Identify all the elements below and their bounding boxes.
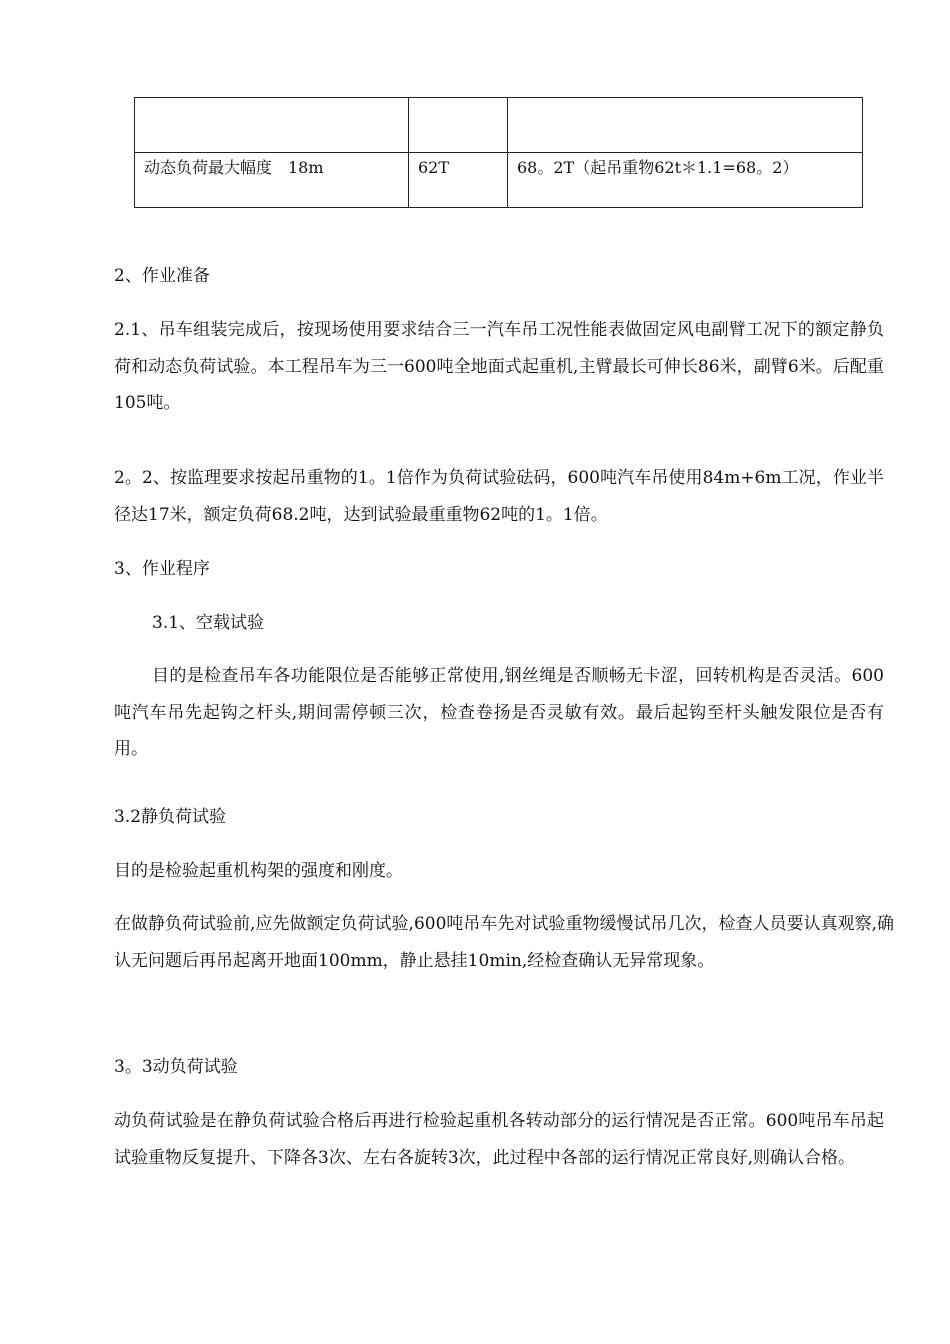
paragraph-3-1: 目的是检查吊车各功能限位是否能够正常使用,钢丝绳是否顺畅无卡涩，回转机构是否灵活。600吨汽车吊先起钩之杆头,期间需停顿三次，检查卷扬是否灵敏有效。最后起钩至杆头触发限位是否有用。 (114, 666, 884, 759)
table-cell (508, 98, 863, 153)
paragraph-2-2: 2。2、按监理要求按起吊重物的1。1倍作为负荷试验砝码，600吨汽车吊使用84m+6m工况，作业半径达17米，额定负荷68.2吨，达到试验最重重物62吨的1。1倍。 (114, 468, 884, 525)
table-cell: 动态负荷最大幅度 18m (135, 153, 409, 208)
table-cell: 68。2T（起吊重物62t＊1.1=68。2） (508, 153, 863, 208)
paragraph-3-3: 动负荷试验是在静负荷试验合格后再进行检验起重机各转动部分的运行情况是否正常。600吨吊车吊起试验重物反复提升、下降各3次、左右各旋转3次，此过程中各部的运行情况正常良好,则确认合格。 (114, 1111, 884, 1168)
table-row (135, 98, 863, 153)
load-test-table (134, 97, 863, 208)
subsection-heading-3-3: 3。3动负荷试验 (114, 1057, 238, 1077)
section-heading-2: 2、作业准备 (114, 266, 210, 286)
table-cell (135, 98, 409, 153)
paragraph-2-1: 2.1、吊车组装完成后，按现场使用要求结合三一汽车吊工况性能表做固定风电副臂工况下的额定静负荷和动态负荷试验。本工程吊车为三一600吨全地面式起重机,主臂最长可伸长86米，副臂6米。后配重105吨。 (114, 320, 884, 413)
section-heading-3: 3、作业程序 (114, 559, 210, 579)
table-cell: 62T (409, 153, 508, 208)
subsection-heading-3-1: 3.1、空载试验 (152, 613, 265, 633)
paragraph-3-2-purpose: 目的是检验起重机构架的强度和刚度。 (114, 861, 403, 881)
paragraph-3-2: 在做静负荷试验前,应先做额定负荷试验,600吨吊车先对试验重物缓慢试吊几次，检查人员要认真观察,确认无问题后再吊起离开地面100mm，静止悬挂10min,经检查确认无异常现象。 (114, 914, 894, 971)
table-cell (409, 98, 508, 153)
table-row (135, 153, 863, 208)
subsection-heading-3-2: 3.2静负荷试验 (114, 807, 227, 827)
